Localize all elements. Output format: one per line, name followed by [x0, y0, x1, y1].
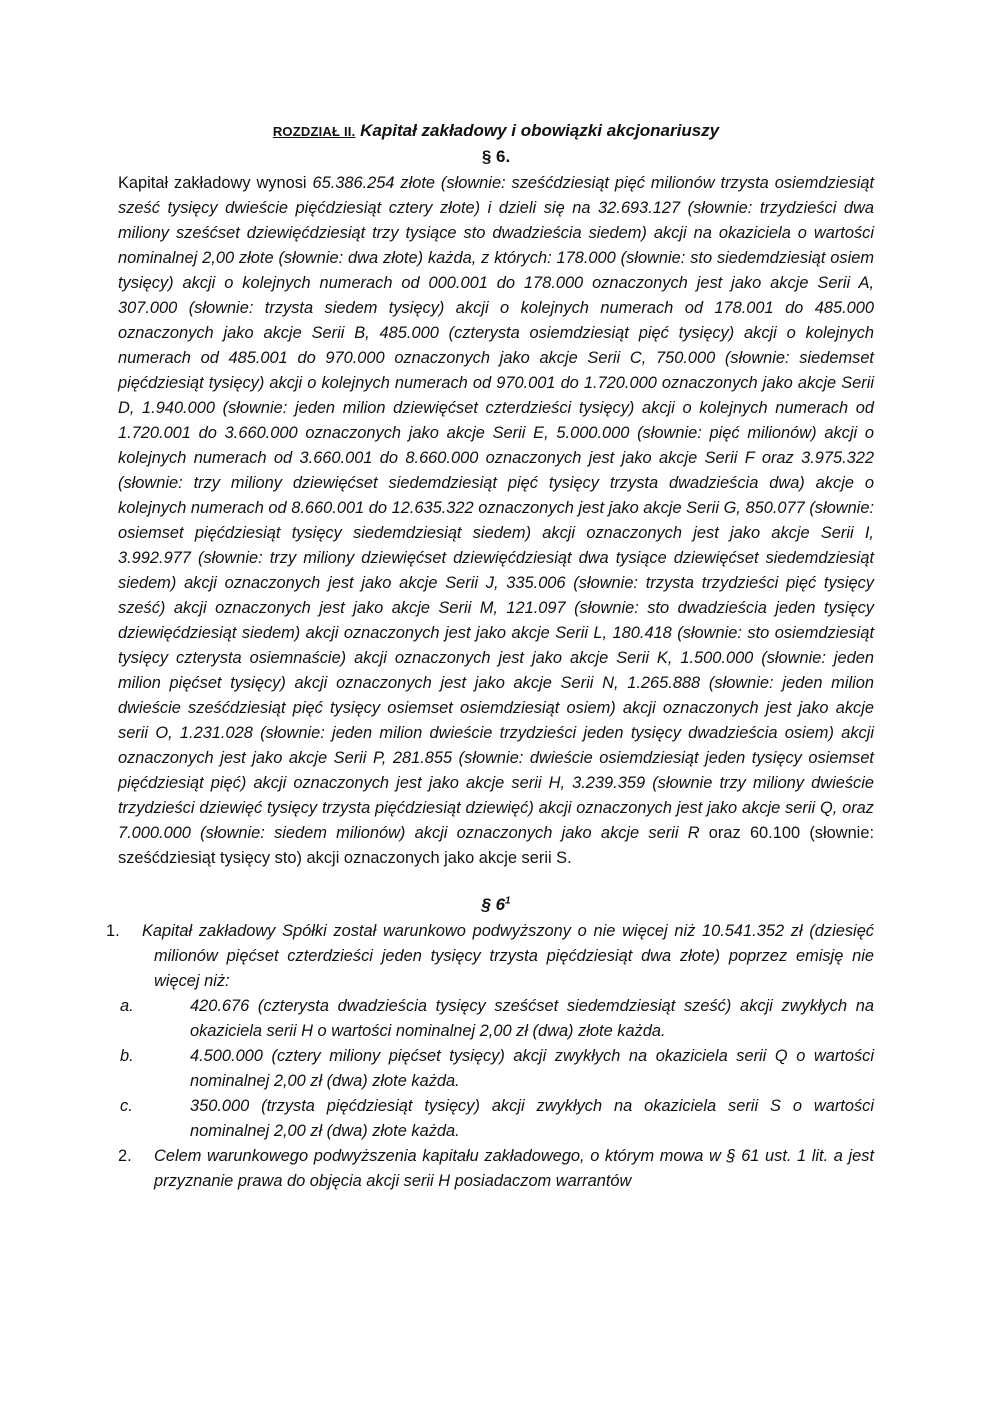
section-6-1-superscript: 1 [505, 895, 511, 907]
document-page [106, 118, 875, 1194]
list-item [106, 919, 874, 1144]
list-item-text: Celem warunkowego podwyższenia kapitału zakładowego, o którym mowa w § 61 ust. 1 lit. a jest przyznanie prawa do objęcia akcji serii H posiadaczom warrantów [154, 1147, 874, 1190]
sub-list-item-text: 350.000 (trzysta pięćdziesiąt tysięcy) akcji zwykłych na okaziciela serii S o wartości nominalnej 2,00 zł (dwa) złote każda. [190, 1097, 874, 1140]
chapter-title: Kapitał zakładowy i obowiązki akcjonariuszy [360, 121, 720, 140]
section-6-1-list [106, 919, 874, 1194]
sub-list-item [120, 1044, 874, 1094]
sub-list-item [120, 1094, 874, 1144]
sub-list-item-marker: c. [120, 1097, 133, 1115]
section-6-text [118, 171, 874, 871]
sub-list-item-marker: b. [120, 1047, 134, 1065]
section-6-number: § 6. [481, 147, 511, 166]
sub-list-item-text: 4.500.000 (cztery miliony pięćset tysięcy) akcji zwykłych na okaziciela serii Q o wartości nominalnej 2,00 zł (dwa) złote każda. [190, 1047, 874, 1090]
sub-list-item [120, 994, 874, 1044]
section-6-1-number [118, 893, 874, 917]
sub-list [120, 994, 874, 1144]
chapter-label: ROZDZIAŁ II. [272, 124, 356, 139]
chapter-heading [118, 118, 874, 145]
list-item-marker: 2. [118, 1147, 132, 1165]
section-6-1-symbol: § 6 [481, 895, 506, 914]
sub-list-item-marker: a. [120, 997, 134, 1015]
section-6-body: 65.386.254 złote (słownie: sześćdziesiąt pięć milionów trzysta osiemdziesiąt sześć tysięcy dwieście pięćdziesiąt cztery złote) i dzieli się na 32.693.127 (słownie: trzydzieści dwa miliony sześćset dziewięćdziesiąt trzy tysiące sto dwadzieścia siedem) akcji na okaziciela o wartości nominalnej 2,00 złote (słownie: dwa złote) każda, z których: 178.000 (słownie: sto siedemdziesiąt osiem tysięcy) akcji o kolejnych numerach od 000.001 do 178.000 oznaczonych jest jako akcje Serii A, 307.000 (słownie: trzysta siedem tysięcy) akcji o kolejnych numerach od 178.001 do 485.000 oznaczonych jako akcje Serii B, 485.000 (czterysta osiemdziesiąt pięć tysięcy) akcji o kolejnych numerach od 485.001 do 970.000 oznaczonych jako akcje Serii C, 750.000 (słownie: siedemset pięćdziesiąt tysięcy) akcji o kolejnych numerach od 970.001 do 1.720.000 oznaczonych jako akcje Serii D, 1.940.000 (słownie: jeden milion dziewięćset czterdzieści tysięcy) akcji o kolejnych numerach od 1.720.001 do 3.660.000 oznaczonych jako akcje Serii E, 5.000.000 (słownie: pięć milionów) akcji o kolejnych numerach od 3.660.001 do 8.660.000 oznaczonych jest jako akcje Serii F oraz 3.975.322 (słownie: trzy miliony dziewięćset siedemdziesiąt pięć tysięcy trzysta dwadzieścia dwa) akcje o kolejnych numerach od 8.660.001 do 12.635.322 oznaczonych jest jako akcje Serii G, 850.077 (słownie: osiemset pięćdziesiąt tysięcy siedemdziesiąt siedem) akcji oznaczonych jest jako akcje Serii I, 3.992.977 (słownie: trzy miliony dziewięćset dziewięćdziesiąt dwa tysiące dziewięćset siedemdziesiąt siedem) akcji oznaczonych jest jako akcje Serii J, 335.006 (słownie: trzysta trzydzieści pięć tysięcy sześć) akcji oznaczonych jest jako akcje Serii M, 121.097 (słownie: sto dwadzieścia jeden tysięcy dziewięćdziesiąt siedem) akcji oznaczonych jest jako akcje Serii L, 180.418 (słownie: sto osiemdziesiąt tysięcy czterysta osiemnaście) akcji oznaczonych jest jako akcje Serii K, 1.500.000 (słownie: jeden milion pięćset tysięcy) akcji oznaczonych jest jako akcje Serii N, 1.265.888 (słownie: jeden milion dwieście sześćdziesiąt pięć tysięcy osiemset osiemdziesiąt osiem) akcji oznaczonych jest jako akcje serii O, 1.231.028 (słownie: jeden milion dwieście trzydzieści jeden tysięcy dwadzieścia osiem) akcji oznaczonych jest jako akcje Serii P, 281.855 (słownie: dwieście osiemdziesiąt jeden tysięcy osiemset pięćdziesiąt pięć) akcji oznaczonych jest jako akcje serii H, 3.239.359 (słownie trzy miliony dwieście trzydzieści dziewięć tysięcy trzysta pięćdziesiąt dziewięć) akcji oznaczonych jest jako akcje serii Q, oraz 7.000.000 (słownie: siedem milionów) akcji oznaczonych jako akcje serii R [118, 174, 875, 842]
list-item [118, 1144, 874, 1194]
section-6-tail: oraz 60.100 (słownie: sześćdziesiąt tysięcy sto) akcji oznaczonych jako akcje serii S. [118, 824, 874, 867]
section-6-lead: Kapitał zakładowy wynosi [118, 174, 313, 192]
sub-list-item-text: 420.676 (czterysta dwadzieścia tysięcy sześćset siedemdziesiąt sześć) akcji zwykłych na okaziciela serii H o wartości nominalnej 2,00 zł (dwa) złote każda. [190, 997, 874, 1040]
list-item-text: Kapitał zakładowy Spółki został warunkowo podwyższony o nie więcej niż 10.541.352 zł (dziesięć milionów pięćset czterdzieści jeden tysięcy trzysta pięćdziesiąt dwa złote) poprzez emisję nie więcej niż: [142, 922, 874, 990]
list-item-marker: 1. [106, 922, 120, 940]
